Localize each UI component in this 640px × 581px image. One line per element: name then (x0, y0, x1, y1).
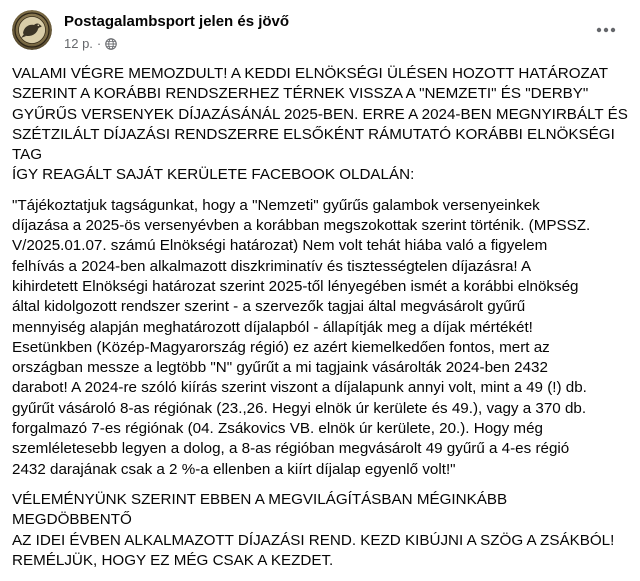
post-paragraph-intro: VALAMI VÉGRE MEMOZDULT! A KEDDI ELNÖKSÉGI ÜLÉSEN HOZOTT HATÁROZAT SZERINT A KORÁBBI RENDSZERHEZ TÉRNEK VISSZA A "NEMZETI" ÉS "DERBY" GYŰRŰS VERSENYEK DÍJAZÁSÁNÁL 2025-BEN. ERRE A 2024-BEN MEGNYIRBÁLT ÉS SZÉTZILÁLT DÍJAZÁSI RENDSZERRE ELSŐKÉNT RÁMUTATÓ KORÁBBI ELNÖKSÉGI TAG ÍGY REAGÁLT SAJÁT KERÜLETE FACEBOOK OLDALÁN: (12, 65, 628, 184)
post-paragraph-quote: "Tájékoztatjuk tagságunkat, hogy a "Nemzeti" gyűrűs galambok versenyeinkek díjazása a 2025-ös versenyévben a korábban megszokottak szerint történik. (MPSSZ. V/2025.01.07. számú Elnökségi határozat) Nem volt tehát hiába való a figyelem felhívás a 2024-ben alkalmazott diszkriminatív és tisztességtelen díjazásra! A kihirdetett Elnökségi határozat szerint 2025-től lényegében ismét a korábbi elnökség által kidolgozott rendszer szerint - a szervezők tagjai által megvásárolt gyűrű mennyiség alapján meghatározott díjalapból - állapítják meg a díjak mértékét! Esetünkben (Közép-Magyarország régió) ez azért kiemelkedően fontos, mert az országban messze a legtöbb "N" gyűrűt a mi tagjaink vásárolták 2024-ben 2432 darabot! A 2024-re szóló kiírás szerint viszont a díjalapunk annyi volt, mint a 49 (!) db. gyűrűt vásároló 8-as régiónak (23.,26. Hegyi elnök úr kerülete és 49.), vagy a 370 db. forgalmazó 7-es régiónak (04. Zsákovics VB. elnök úr kerülete, 20.). Hogy még szemléletesebb legyen a dolog, a 8-as régióban megvásárolt 49 gyűrű a 4-es régió 2432 darajának csak a 2 %-a ellenben a kiírt díjalap egyenlő volt!" (12, 196, 591, 478)
post-paragraph-conclusion: VÉLEMÉNYÜNK SZERINT EBBEN A MEGVILÁGÍTÁSBAN MÉGINKÁBB MEGDÖBBENTŐ AZ IDEI ÉVBEN ALKALMAZOTT DÍJAZÁSI REND. KEZD KIBÚJNI A SZÖG A ZSÁKBÓL! REMÉLJÜK, HOGY EZ MÉG CSAK A KEZDET. (12, 490, 615, 569)
pigeon-avatar-icon[interactable] (12, 10, 52, 50)
meta-separator: · (96, 36, 102, 51)
more-options-icon[interactable] (588, 12, 624, 48)
page-name-link[interactable]: Postagalambsport jelen és jövő (64, 13, 290, 30)
post-meta (64, 36, 117, 51)
post-body (12, 64, 630, 581)
post-header (12, 8, 628, 52)
globe-icon[interactable] (105, 38, 117, 50)
post-timestamp[interactable]: 12 p. (64, 36, 93, 51)
